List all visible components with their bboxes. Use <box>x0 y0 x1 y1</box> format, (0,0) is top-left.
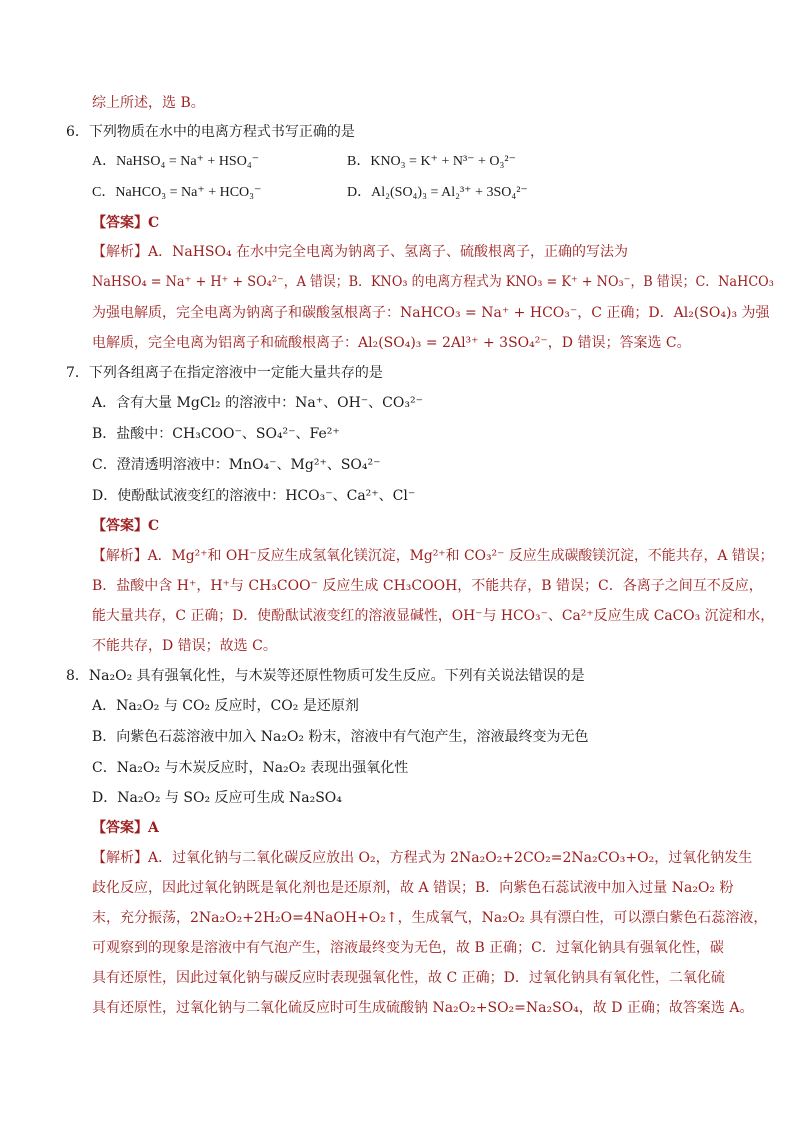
question-8-stem: 8．Na₂O₂ 具有强氧化性，与木炭等还原性物质可发生反应。下列有关说法错误的是 <box>66 668 585 684</box>
q8-analysis-line-2: 歧化反应，因此过氧化钠既是氧化剂也是还原剂，故 A 错误；B．向紫色石蕊试液中加入过量 Na₂O₂ 粉 <box>92 880 734 896</box>
q8-option-a: A．Na₂O₂ 与 CO₂ 反应时，CO₂ 是还原剂 <box>92 698 359 714</box>
q7-analysis-line-3: 能大量共存，C 正确；D．使酚酞试液变红的溶液显碱性，OH⁻与 HCO₃⁻、Ca²⁺反应生成 CaCO₃ 沉淀和水， <box>92 608 775 624</box>
q6-option-c: C．NaHCO₃ = Na⁺ + HCO₃⁻ <box>92 185 262 200</box>
q6-option-b: B．KNO₃ = K⁺ + N³⁻ + O₃²⁻ <box>347 154 517 169</box>
q6-analysis-line-3: 为强电解质，完全电离为钠离子和碳酸氢根离子：NaHCO₃ = Na⁺ + HCO₃⁻，C 正确；D．Al₂(SO₄)₃ 为强 <box>92 305 770 321</box>
q7-option-d: D．使酚酞试液变红的溶液中：HCO₃⁻、Ca²⁺、Cl⁻ <box>92 488 416 504</box>
q8-answer: 【答案】A <box>92 820 159 836</box>
q6-option-d: D．Al₂(SO₄)₃ = Al₂³⁺ + 3SO₄²⁻ <box>347 185 528 200</box>
q6-answer: 【答案】C <box>92 215 160 231</box>
q8-analysis-line-5: 具有还原性，因此过氧化钠与碳反应时表现强氧化性，故 C 正确；D．过氧化钠具有氧化性，二氧化硫 <box>92 970 725 986</box>
q6-option-a: A．NaHSO₄ = Na⁺ + HSO₄⁻ <box>92 154 260 169</box>
q6-analysis-line-2: NaHSO₄ = Na⁺ + H⁺ + SO₄²⁻，A 错误；B．KNO₃ 的电离方程式为 KNO₃ = K⁺ + NO₃⁻，B 错误；C．NaHCO₃ <box>92 274 774 290</box>
q8-analysis-line-6: 具有还原性，过氧化钠与二氧化硫反应时可生成硫酸钠 Na₂O₂+SO₂=Na₂SO₄，故 D 正确；故答案选 A。 <box>92 1000 754 1016</box>
q8-option-b: B．向紫色石蕊溶液中加入 Na₂O₂ 粉末，溶液中有气泡产生，溶液最终变为无色 <box>92 729 589 745</box>
q7-analysis-line-1: 【解析】A．Mg²⁺和 OH⁻反应生成氢氧化镁沉淀，Mg²⁺和 CO₃²⁻ 反应生成碳酸镁沉淀，不能共存，A 错误； <box>92 548 774 564</box>
q8-analysis-line-1: 【解析】A．过氧化钠与二氧化碳反应放出 O₂，方程式为 2Na₂O₂+2CO₂=2Na₂CO₃+O₂，过氧化钠发生 <box>92 850 753 866</box>
q8-analysis-line-3: 末，充分振荡，2Na₂O₂+2H₂O=4NaOH+O₂↑，生成氧气，Na₂O₂ 具有漂白性，可以漂白紫色石蕊溶液， <box>92 910 768 926</box>
summary-line: 综上所述，选 B。 <box>92 95 205 111</box>
q8-option-c: C．Na₂O₂ 与木炭反应时，Na₂O₂ 表现出强氧化性 <box>92 760 409 776</box>
q7-analysis-line-4: 不能共存，D 错误；故选 C。 <box>92 638 277 654</box>
question-6-stem: 6．下列物质在水中的电离方程式书写正确的是 <box>66 124 355 140</box>
q8-option-d: D．Na₂O₂ 与 SO₂ 反应可生成 Na₂SO₄ <box>92 790 342 806</box>
q7-answer: 【答案】C <box>92 518 160 534</box>
q7-option-c: C．澄清透明溶液中：MnO₄⁻、Mg²⁺、SO₄²⁻ <box>92 457 381 473</box>
q8-analysis-line-4: 可观察到的现象是溶液中有气泡产生，溶液最终变为无色，故 B 正确；C．过氧化钠具有强氧化性，碳 <box>92 940 724 956</box>
q7-option-b: B．盐酸中：CH₃COO⁻、SO₄²⁻、Fe²⁺ <box>92 426 340 442</box>
question-7-stem: 7．下列各组离子在指定溶液中一定能大量共存的是 <box>66 365 383 381</box>
q6-analysis-line-1: 【解析】A．NaHSO₄ 在水中完全电离为钠离子、氢离子、硫酸根离子，正确的写法为 <box>92 244 629 260</box>
q7-option-a: A．含有大量 MgCl₂ 的溶液中：Na⁺、OH⁻、CO₃²⁻ <box>92 395 423 411</box>
q7-analysis-line-2: B．盐酸中含 H⁺，H⁺与 CH₃COO⁻ 反应生成 CH₃COOH，不能共存，B 错误；C．各离子之间互不反应， <box>92 578 763 594</box>
q6-analysis-line-4: 电解质，完全电离为铝离子和硫酸根离子：Al₂(SO₄)₃ = 2Al³⁺ + 3SO₄²⁻，D 错误；答案选 C。 <box>92 335 691 351</box>
